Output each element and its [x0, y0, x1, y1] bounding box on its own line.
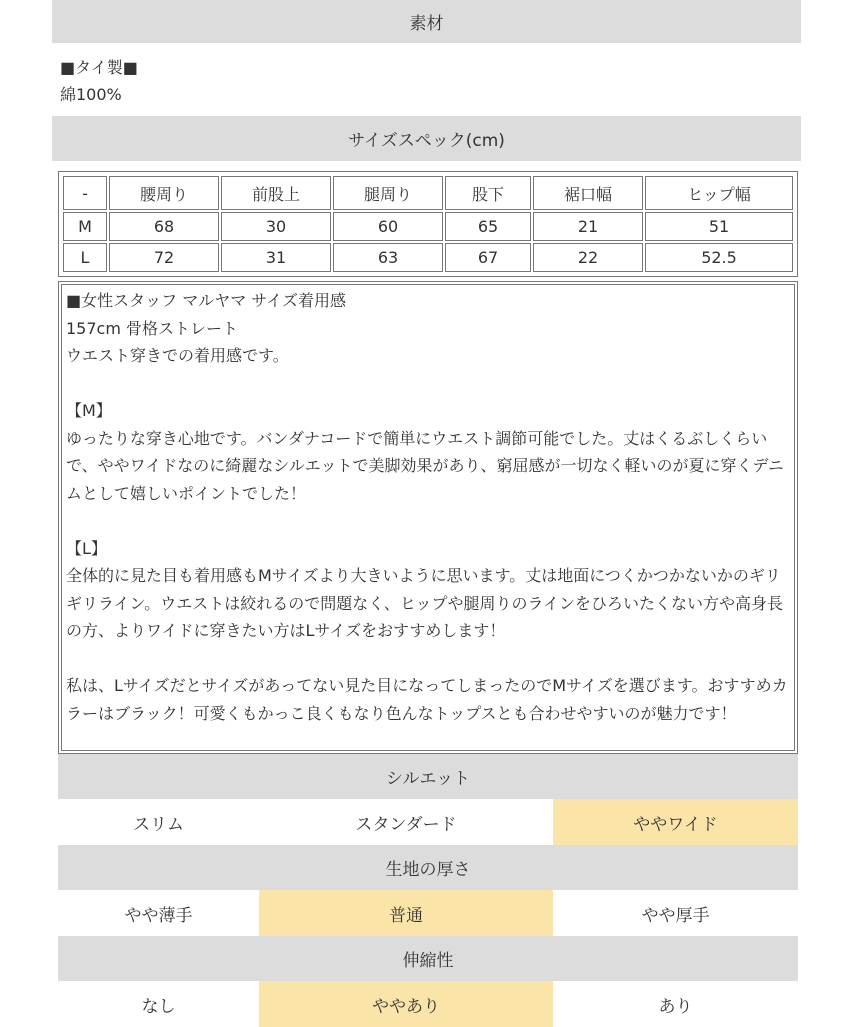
stretch-option-yes: あり: [553, 981, 798, 1027]
size-l-heading: 【L】: [66, 538, 107, 558]
table-row: [63, 212, 793, 241]
wear-note: ウエスト穿きでの着用感です。: [66, 346, 289, 365]
stretch-title: 伸縮性: [58, 936, 798, 981]
table-header-cell: 股下: [445, 176, 531, 210]
table-row: [63, 243, 793, 272]
table-header-cell: ヒップ幅: [645, 176, 793, 210]
table-cell: 52.5: [645, 243, 793, 272]
conclusion-text: 私は、Lサイズだとサイズがあってない見た目になってしまったのでMサイズを選びます。おすすめカラーはブラック！可愛くもかっこ良くもなり色んなトップスとも合わせやすいのが魅力です！: [66, 676, 788, 723]
silhouette-options: [58, 799, 798, 845]
table-cell: 21: [533, 212, 643, 241]
staff-body-type: 157cm 骨格ストレート: [66, 318, 239, 338]
size-spec-header: [52, 116, 801, 161]
size-spec-table-wrapper: [58, 171, 798, 277]
size-m-review: ゆったりな穿き心地です。バンダナコードで簡単にウエスト調節可能でした。丈はくるぶしくらいで、ややワイドなのに綺麗なシルエットで美脚効果があり、窮屈感が一切なく軽いのが夏に穿くデニムとして嬉しいポイントでした！: [66, 428, 784, 503]
material-composition: 綿100%: [60, 85, 122, 104]
table-header-cell: 前股上: [221, 176, 331, 210]
silhouette-title: シルエット: [58, 754, 798, 799]
material-origin: ■タイ製■: [60, 58, 138, 77]
table-cell: 51: [645, 212, 793, 241]
size-l-review: 全体的に見た目も着用感もMサイズより大きいように思います。丈は地面につくかつかないかのギリギリライン。ウエストは絞れるので問題なく、ヒップや腿周りのラインをひろいたくない方や高身長の方、よりワイドに穿きたい方はLサイズをおすすめします！: [66, 566, 783, 640]
thickness-title: 生地の厚さ: [58, 845, 798, 890]
table-cell: 68: [109, 212, 219, 241]
size-m-heading: 【M】: [66, 401, 112, 420]
material-header: [52, 0, 801, 43]
table-cell: 60: [333, 212, 443, 241]
stretch-option-none: なし: [58, 981, 259, 1027]
silhouette-rating: [58, 754, 798, 845]
thickness-options: [58, 890, 798, 936]
stretch-rating: [58, 936, 798, 1027]
thickness-option-normal: 普通: [259, 890, 553, 936]
table-header-row: [63, 176, 793, 210]
table-cell: 65: [445, 212, 531, 241]
table-header-cell: 裾口幅: [533, 176, 643, 210]
table-header-cell: -: [63, 176, 107, 210]
silhouette-option-slim: スリム: [58, 799, 259, 845]
table-cell: 67: [445, 243, 531, 272]
impression-title: ■女性スタッフ マルヤマ サイズ着用感: [66, 291, 347, 310]
staff-impression-box: [58, 281, 798, 754]
table-cell: M: [63, 212, 107, 241]
table-header-cell: 腿周り: [333, 176, 443, 210]
table-cell: 22: [533, 243, 643, 272]
stretch-option-slight: ややあり: [259, 981, 553, 1027]
table-cell: 30: [221, 212, 331, 241]
stretch-options: [58, 981, 798, 1027]
fabric-thickness-rating: [58, 845, 798, 936]
staff-impression-content: [61, 284, 795, 751]
material-section: [60, 54, 138, 108]
silhouette-option-slightly-wide: ややワイド: [553, 799, 798, 845]
material-header-label: 素材: [409, 14, 444, 34]
size-spec-table: [61, 174, 795, 274]
table-cell: 63: [333, 243, 443, 272]
thickness-option-slightly-thick: やや厚手: [553, 890, 798, 936]
table-cell: 72: [109, 243, 219, 272]
size-spec-header-label: サイズスペック(cm): [348, 131, 505, 151]
thickness-option-slightly-thin: やや薄手: [58, 890, 259, 936]
table-cell: 31: [221, 243, 331, 272]
silhouette-option-standard: スタンダード: [259, 799, 553, 845]
table-cell: L: [63, 243, 107, 272]
table-header-cell: 腰周り: [109, 176, 219, 210]
